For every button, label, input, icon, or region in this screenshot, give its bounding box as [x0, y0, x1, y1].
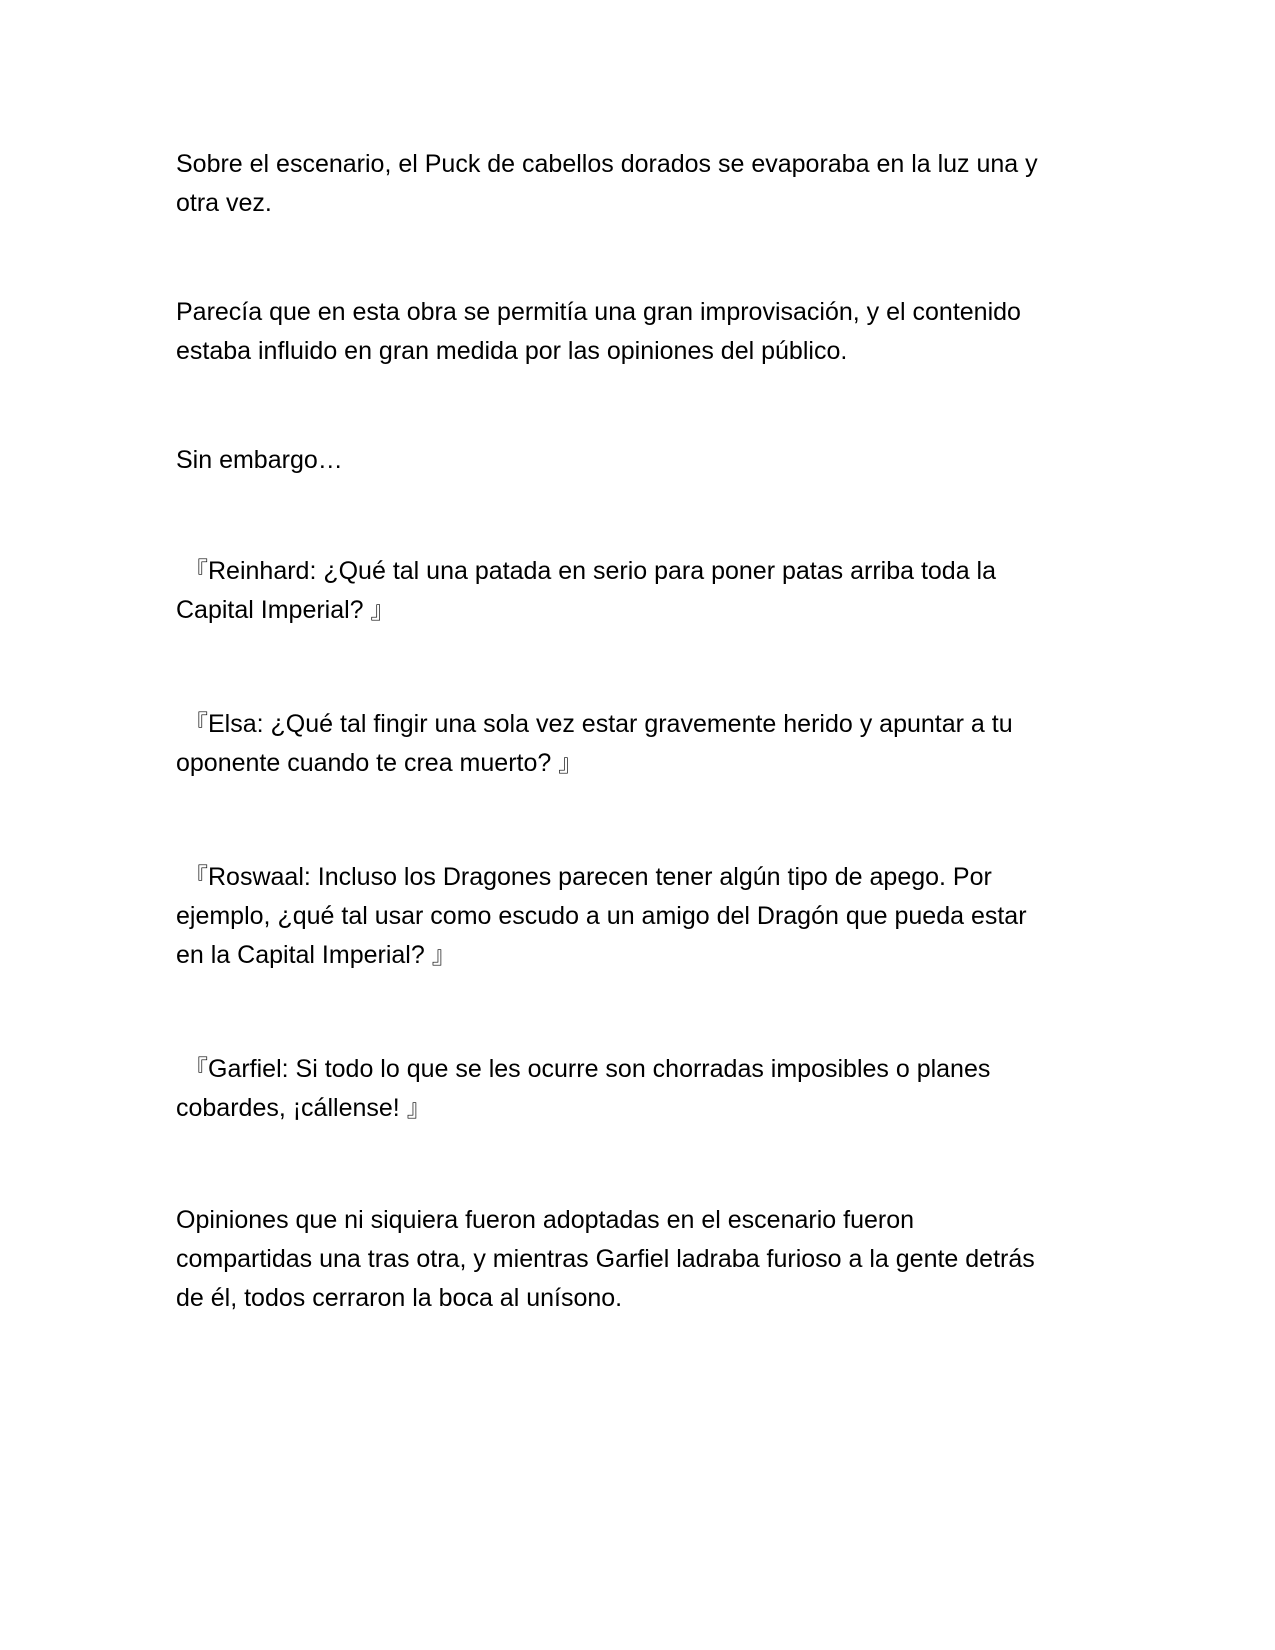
- text-line: de él, todos cerraron la boca al unísono.: [176, 1284, 623, 1312]
- text-line: [176, 936, 1106, 975]
- text-line: [176, 744, 1106, 783]
- open-bracket: 『: [184, 710, 208, 738]
- dialog-garfiel: [176, 1050, 1106, 1128]
- dialog-reinhard: [176, 552, 1106, 630]
- close-bracket: 』: [558, 749, 583, 777]
- paragraph-puck: [176, 145, 1106, 223]
- text-line: Sobre el escenario, el Puck de cabellos dorados se evaporaba en la luz una y: [176, 150, 1038, 178]
- text-line: [176, 858, 1106, 897]
- close-bracket: 』: [406, 1094, 431, 1122]
- text-line: [176, 552, 1106, 591]
- paragraph-opiniones: [176, 1201, 1106, 1318]
- paragraph-improvisacion: [176, 293, 1106, 371]
- text-line: [176, 591, 1106, 630]
- dialog-roswaal: [176, 858, 1106, 975]
- dialog-text: Capital Imperial?: [176, 596, 371, 624]
- text-line: [176, 1089, 1106, 1128]
- dialog-text: oponente cuando te crea muerto?: [176, 749, 559, 777]
- dialog-text: cobardes, ¡cállense!: [176, 1094, 407, 1122]
- dialog-text: en la Capital Imperial?: [176, 941, 432, 969]
- dialog-text: Garfiel: Si todo lo que se les ocurre son chorradas imposibles o planes: [208, 1055, 991, 1083]
- text-line: [176, 1050, 1106, 1089]
- text-line: [176, 705, 1106, 744]
- paragraph-sin-embargo: [176, 441, 1106, 480]
- dialog-elsa: [176, 705, 1106, 783]
- dialog-text: Reinhard: ¿Qué tal una patada en serio para poner patas arriba toda la: [208, 557, 997, 585]
- text-line: otra vez.: [176, 189, 272, 217]
- dialog-text: Elsa: ¿Qué tal fingir una sola vez estar gravemente herido y apuntar a tu: [208, 710, 1013, 738]
- text-line: ejemplo, ¿qué tal usar como escudo a un amigo del Dragón que pueda estar: [176, 902, 1027, 930]
- open-bracket: 『: [184, 1055, 208, 1083]
- text-line: compartidas una tras otra, y mientras Garfiel ladraba furioso a la gente detrás: [176, 1245, 1035, 1273]
- close-bracket: 』: [370, 596, 395, 624]
- close-bracket: 』: [431, 941, 456, 969]
- text-line: Opiniones que ni siquiera fueron adoptadas en el escenario fueron: [176, 1206, 915, 1234]
- dialog-text: Roswaal: Incluso los Dragones parecen tener algún tipo de apego. Por: [208, 863, 992, 891]
- open-bracket: 『: [184, 557, 208, 585]
- text-line: Parecía que en esta obra se permitía una gran improvisación, y el contenido: [176, 298, 1021, 326]
- open-bracket: 『: [184, 863, 208, 891]
- text-line: Sin embargo…: [176, 446, 343, 474]
- text-line: estaba influido en gran medida por las opiniones del público.: [176, 337, 848, 365]
